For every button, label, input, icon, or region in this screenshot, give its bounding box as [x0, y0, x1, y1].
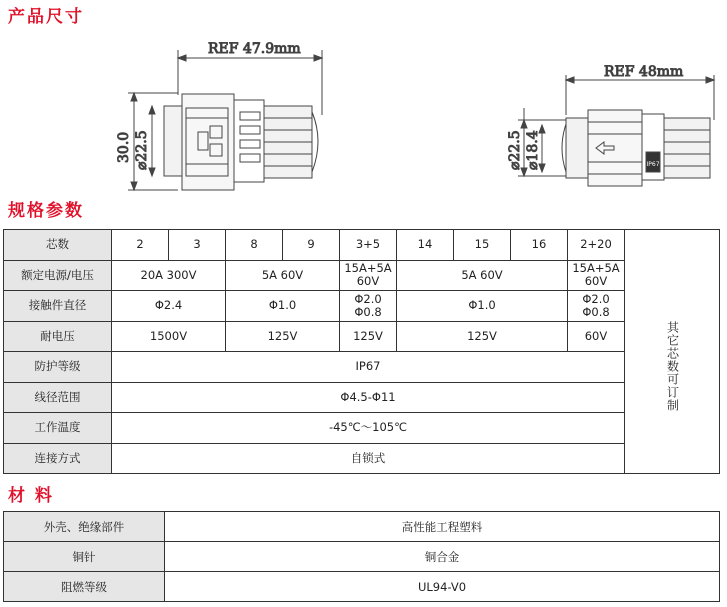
right-diameter-outer: ⌀22.5 — [507, 130, 523, 170]
left-diameter: ⌀22.5 — [134, 130, 150, 170]
right-diameter-inner: ⌀18.4 — [525, 130, 541, 170]
core-count-cell: 16 — [511, 230, 568, 261]
rating-line: 15A+5A — [572, 261, 620, 276]
core-count-cell: 3 — [169, 230, 226, 261]
contact-line: Φ2.0 — [582, 291, 610, 306]
material-label: 铜针 — [4, 542, 165, 572]
left-height-outer: 30.0 — [116, 131, 132, 163]
row-label-cores: 芯数 — [4, 230, 112, 261]
core-count-cell: 15 — [454, 230, 511, 261]
custom-cores-note: 其它芯数可订制 — [625, 260, 720, 474]
left-connector-drawing — [116, 41, 322, 190]
right-connector-drawing — [507, 64, 714, 186]
row-label-temperature: 工作温度 — [4, 413, 112, 444]
withstand-cell: 125V — [340, 321, 397, 352]
table-row — [4, 291, 720, 322]
contact-cell: Φ1.0 — [226, 291, 340, 322]
right-ref-length: REF 48mm — [604, 64, 684, 80]
row-label-withstand: 耐电压 — [4, 321, 112, 352]
contact-line: Φ2.0 — [354, 291, 382, 306]
rating-cell — [568, 260, 625, 291]
table-row — [4, 382, 720, 413]
core-count-cell: 14 — [397, 230, 454, 261]
core-count-cell: 9 — [283, 230, 340, 261]
protection-cell: IP67 — [112, 352, 625, 383]
withstand-cell: 125V — [226, 321, 340, 352]
rating-cell: 5A 60V — [226, 260, 340, 291]
temperature-cell: -45℃～105℃ — [112, 413, 625, 444]
material-value: 铜合金 — [165, 542, 720, 572]
material-value: 高性能工程塑料 — [165, 512, 720, 542]
core-count-cell: 2 — [112, 230, 169, 261]
table-row — [4, 230, 720, 261]
table-row — [4, 413, 720, 444]
rating-line: 15A+5A — [344, 261, 392, 276]
table-row — [4, 572, 720, 602]
withstand-cell: 60V — [568, 321, 625, 352]
note-spacer — [625, 230, 720, 261]
table-row — [4, 352, 720, 383]
material-table — [3, 511, 720, 602]
section-title-dimensions: 产品尺寸 — [8, 7, 84, 27]
cable-cell: Φ4.5-Φ11 — [112, 382, 625, 413]
row-label-cable: 线径范围 — [4, 382, 112, 413]
table-row — [4, 321, 720, 352]
table-row — [4, 260, 720, 291]
row-label-connection: 连接方式 — [4, 443, 112, 474]
section-title-spec: 规格参数 — [8, 201, 84, 221]
section-title-material: 材 料 — [8, 486, 54, 506]
material-label: 外壳、绝缘部件 — [4, 512, 165, 542]
connection-cell: 自锁式 — [112, 443, 625, 474]
table-row — [4, 542, 720, 572]
dimension-drawing — [0, 0, 727, 200]
table-row — [4, 443, 720, 474]
withstand-cell: 125V — [397, 321, 568, 352]
rating-line: 60V — [584, 274, 608, 289]
row-label-contact: 接触件直径 — [4, 291, 112, 322]
ip67-marking: IP67 — [646, 161, 660, 168]
rating-cell — [340, 260, 397, 291]
material-value: UL94-V0 — [165, 572, 720, 602]
withstand-cell: 1500V — [112, 321, 226, 352]
contact-cell — [340, 291, 397, 322]
row-label-rating: 额定电源/电压 — [4, 260, 112, 291]
contact-cell — [568, 291, 625, 322]
spec-table — [3, 229, 720, 474]
core-count-cell: 8 — [226, 230, 283, 261]
rating-cell: 20A 300V — [112, 260, 226, 291]
contact-cell: Φ1.0 — [397, 291, 568, 322]
contact-line: Φ0.8 — [582, 304, 610, 319]
rating-cell: 5A 60V — [397, 260, 568, 291]
table-row — [4, 512, 720, 542]
left-ref-length: REF 47.9mm — [208, 41, 301, 57]
row-label-protection: 防护等级 — [4, 352, 112, 383]
core-count-cell: 3+5 — [340, 230, 397, 261]
core-count-cell: 2+20 — [568, 230, 625, 261]
contact-line: Φ0.8 — [354, 304, 382, 319]
rating-line: 60V — [356, 274, 380, 289]
contact-cell: Φ2.4 — [112, 291, 226, 322]
material-label: 阻燃等级 — [4, 572, 165, 602]
